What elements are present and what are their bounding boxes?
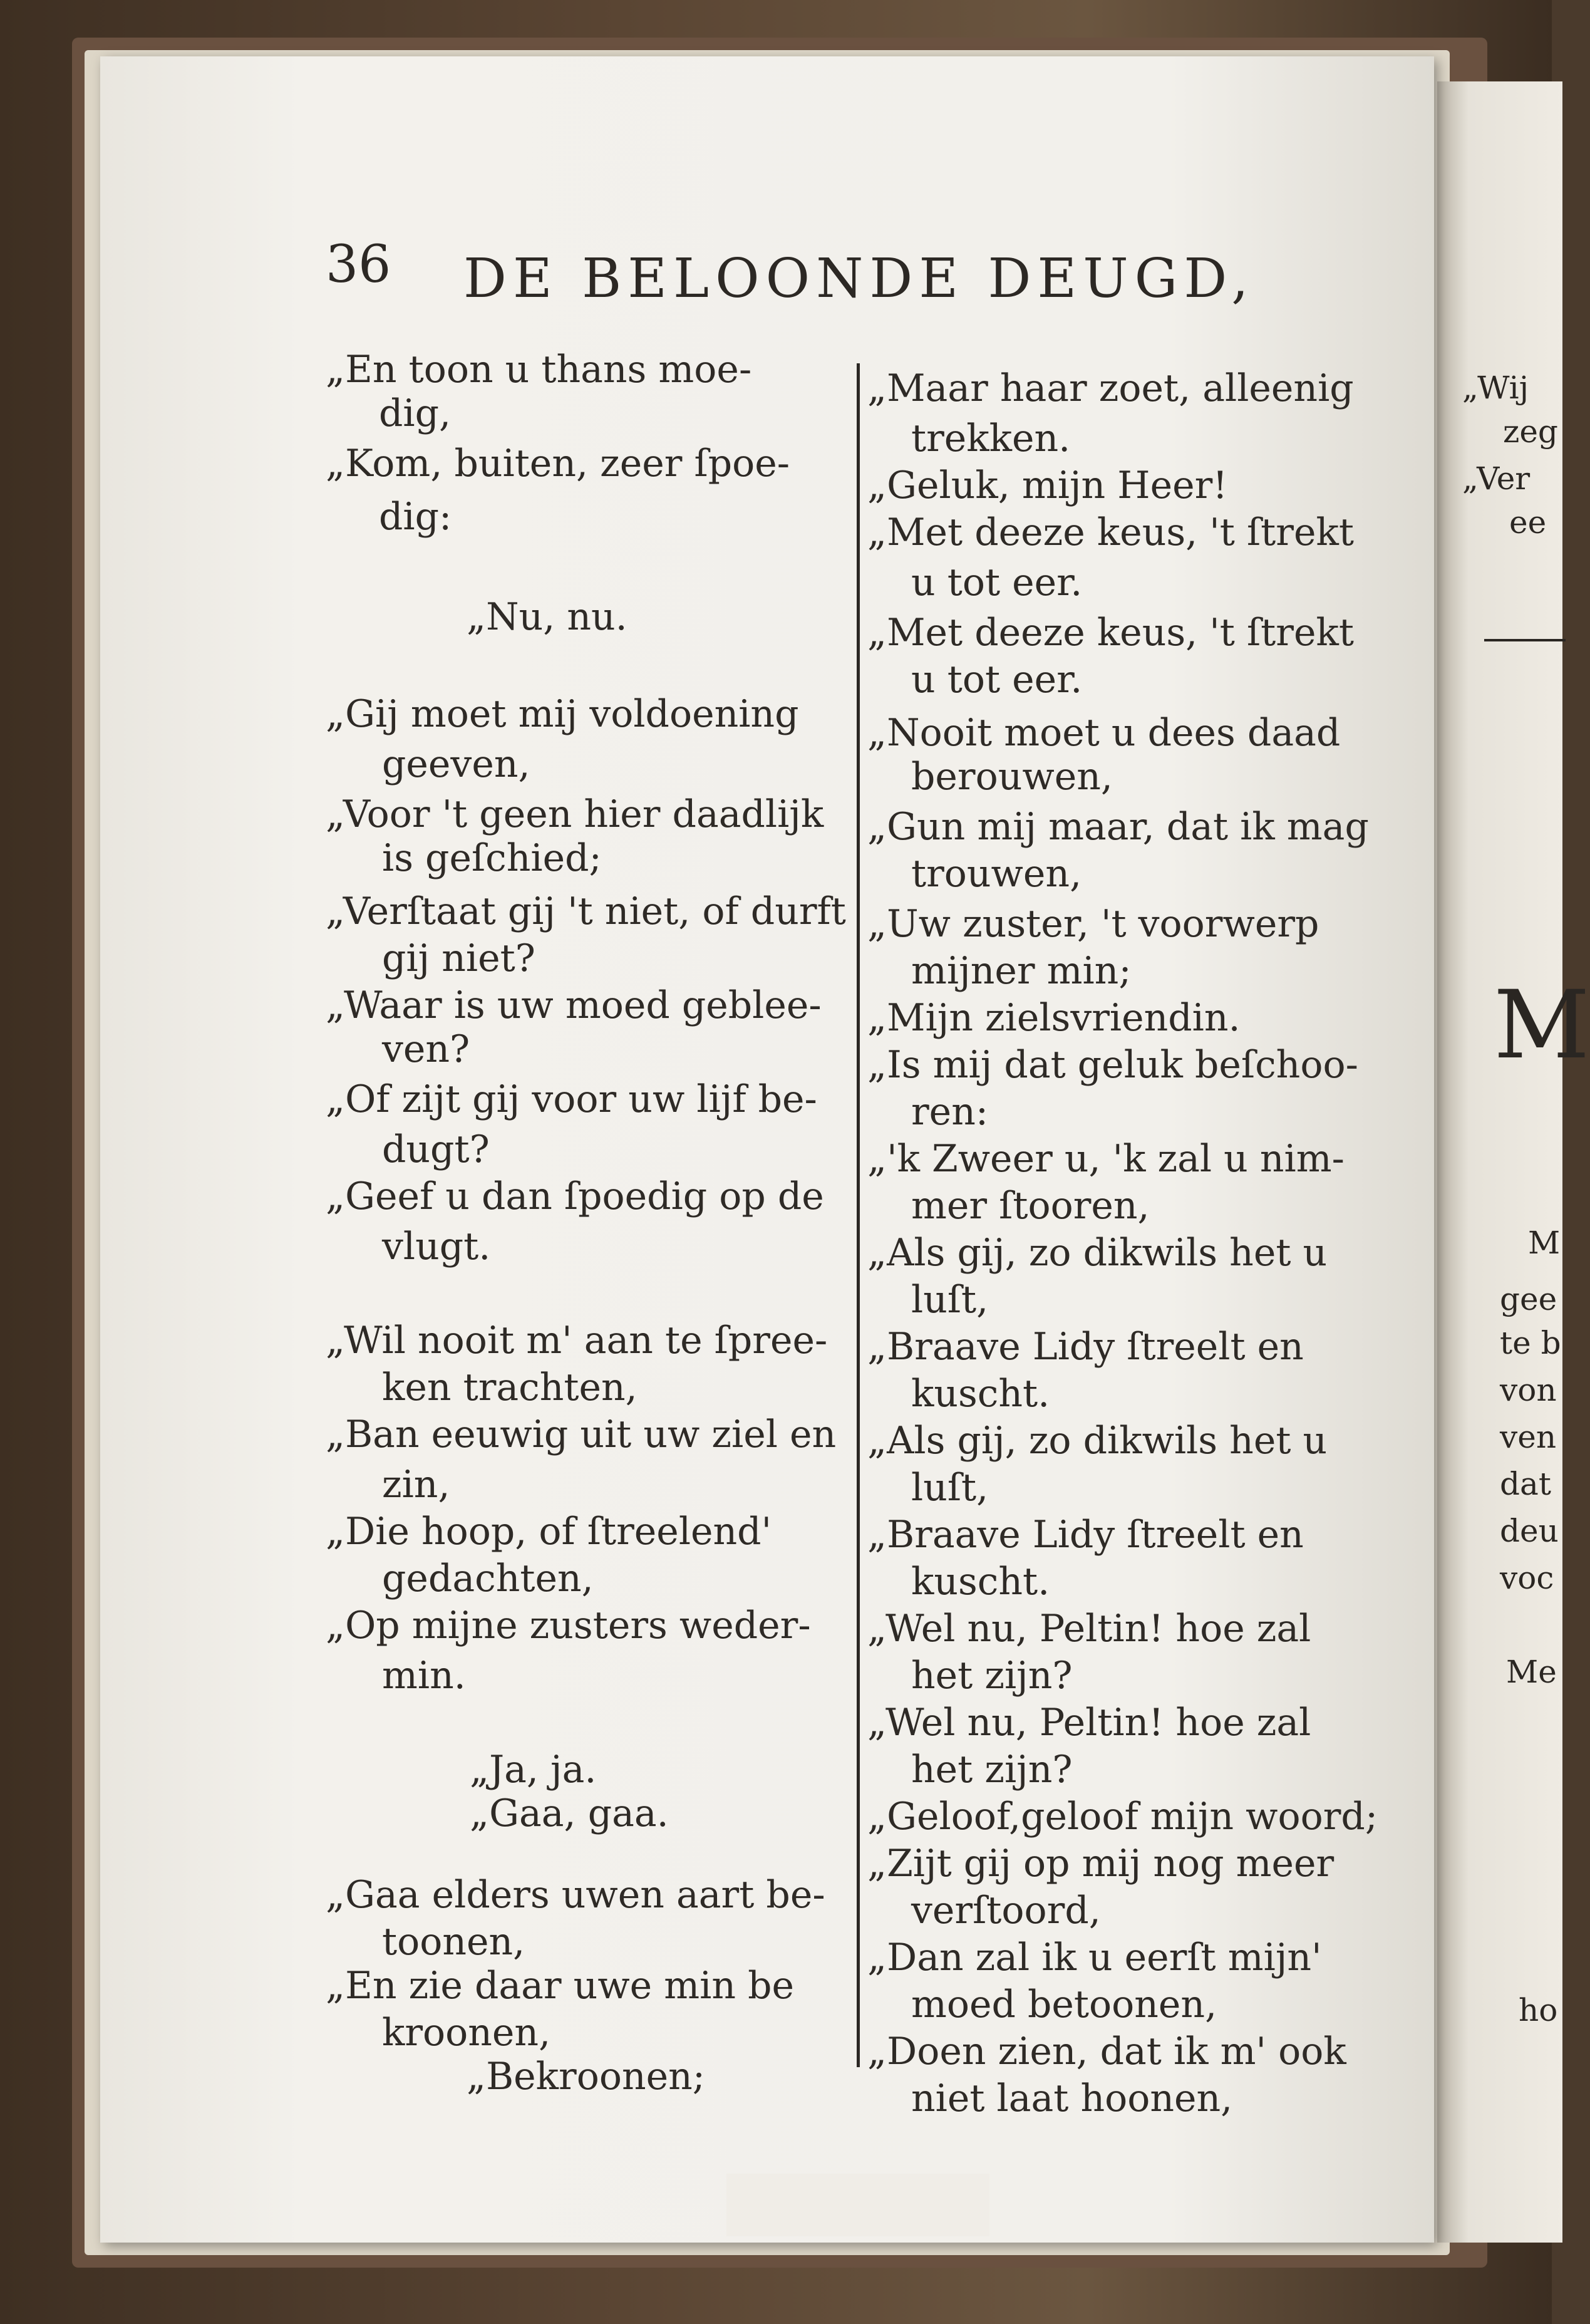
verse-line-left: „Voor 't geen hier daadlijk (326, 792, 824, 836)
verse-line-left: zin, (382, 1463, 450, 1507)
verse-line-left: „Die hoop, of ſtreelend' (326, 1510, 772, 1554)
facing-page-fragment: Me (1506, 1654, 1557, 1690)
verse-line-right: mer ſtooren, (911, 1184, 1150, 1228)
verse-line-left: toonen, (382, 1920, 525, 1964)
verse-line-right: trekken. (911, 417, 1071, 460)
verse-line-left: „Geef u dan ſpoedig op de (326, 1175, 824, 1218)
verse-line-right: ren: (911, 1090, 989, 1134)
verse-line-left: „Op mijne zusters weder- (326, 1604, 811, 1647)
verse-line-left: „En toon u thans moe- (326, 348, 752, 392)
verse-line-left: „Verſtaat gij 't niet, of durft (326, 890, 846, 933)
verse-line-right: „Doen zien, dat ik m' ook (867, 2030, 1346, 2073)
facing-page-fragment: gee (1500, 1281, 1557, 1317)
verse-line-right: „Als gij, zo dikwils het u (867, 1231, 1328, 1275)
verse-line-right: „Nooit moet u dees daad (867, 711, 1341, 755)
verse-line-left: „Ban eeuwig uit uw ziel en (326, 1413, 837, 1456)
verse-line-right: luſt, (911, 1466, 989, 1510)
facing-page-fragment: von (1500, 1372, 1557, 1408)
verse-line-right: het zijn? (911, 1748, 1073, 1792)
verse-line-left: dugt? (382, 1128, 490, 1171)
verse-line-left: „Gaa elders uwen aart be- (326, 1873, 825, 1917)
verse-line-left: „Gaa, gaa. (470, 1792, 669, 1835)
verse-line-right: trouwen, (911, 852, 1082, 896)
running-title: DE BELOONDE DEUGD, (463, 247, 1255, 310)
verse-line-left: dig: (379, 495, 452, 539)
verse-line-left: ken trachten, (382, 1366, 638, 1409)
verse-line-left: „Nu, nu. (467, 595, 627, 639)
verse-line-left: „Kom, buiten, zeer ſpoe- (326, 442, 790, 485)
facing-page-fragment: dat (1500, 1466, 1551, 1502)
verse-line-left: „En zie daar uwe min be (326, 1964, 794, 2008)
verse-line-right: moed betoonen, (911, 1983, 1217, 2026)
facing-page-fragment: te b (1500, 1325, 1561, 1361)
verse-line-right: niet laat hoonen, (911, 2077, 1233, 2120)
paper-tab (726, 2174, 989, 2236)
verse-line-left: gedachten, (382, 1557, 594, 1600)
verse-line-right: „Wel nu, Peltin! hoe zal (867, 1701, 1311, 1745)
verse-line-left: ven? (382, 1027, 470, 1071)
verse-line-left: is geſchied; (382, 836, 602, 880)
verse-line-right: „Dan zal ik u eerſt mijn' (867, 1936, 1322, 1979)
verse-line-right: „Braave Lidy ſtreelt en (867, 1513, 1304, 1557)
verse-line-right: „Mijn zielsvriendin. (867, 996, 1241, 1040)
verse-line-left: gij niet? (382, 936, 535, 980)
verse-line-left: kroonen, (382, 2011, 551, 2055)
verse-line-right: „Braave Lidy ſtreelt en (867, 1325, 1304, 1369)
verse-line-right: „Is mij dat geluk beſchoo- (867, 1043, 1358, 1087)
facing-page-fragment: ee (1509, 504, 1547, 541)
verse-line-right: „Met deeze keus, 't ſtrekt (867, 511, 1354, 554)
verse-line-right: „Gun mij maar, dat ik mag (867, 805, 1369, 849)
verse-line-left: vlugt. (382, 1225, 491, 1268)
verse-line-right: u tot eer. (911, 561, 1083, 604)
verse-line-left: „Wil nooit m' aan te ſpree- (326, 1319, 828, 1362)
facing-page-fragment: „Wij (1462, 370, 1529, 406)
verse-line-left: „Waar is uw moed geblee- (326, 983, 822, 1027)
verse-line-left: „Ja, ja. (470, 1748, 597, 1792)
verse-line-right: „Als gij, zo dikwils het u (867, 1419, 1328, 1463)
facing-page-fragment: „Ver (1462, 460, 1531, 497)
facing-page-fragment: zeg (1503, 413, 1558, 450)
verse-line-right: „Uw zuster, 't voorwerp (867, 902, 1319, 946)
facing-page-drop-letter: M (1494, 971, 1590, 1080)
verse-line-left: min. (382, 1654, 466, 1698)
verse-line-left: dig, (379, 392, 452, 435)
verse-line-right: „Wel nu, Peltin! hoe zal (867, 1607, 1311, 1651)
verse-line-right: kuscht. (911, 1560, 1050, 1604)
verse-line-right: „Zijt gij op mij nog meer (867, 1842, 1334, 1886)
verse-line-right: berouwen, (911, 755, 1113, 799)
verse-line-left: „Gij moet mij voldoening (326, 692, 799, 736)
verse-line-right: verſtoord, (911, 1889, 1101, 1932)
verse-line-right: kuscht. (911, 1372, 1050, 1416)
verse-line-right: „Maar haar zoet, alleenig (867, 366, 1354, 410)
facing-page-fragment: deu (1500, 1513, 1559, 1549)
facing-page-fragment: M (1528, 1225, 1561, 1261)
verse-line-right: luſt, (911, 1278, 989, 1322)
verse-line-right: „'k Zweer u, 'k zal u nim- (867, 1137, 1345, 1181)
verse-line-right: mijner min; (911, 949, 1132, 993)
page-number: 36 (326, 235, 391, 294)
facing-page-fragment: ho (1519, 1992, 1558, 2028)
verse-line-right: „Geloof,geloof mijn woord; (867, 1795, 1378, 1839)
verse-line-left: „Bekroonen; (467, 2055, 705, 2098)
facing-page-fragment: voc (1500, 1560, 1554, 1596)
verse-line-right: „Geluk, mijn Heer! (867, 464, 1228, 507)
verse-line-right: u tot eer. (911, 658, 1083, 702)
column-divider (857, 363, 860, 2067)
facing-page-fragment: ven (1500, 1419, 1557, 1455)
verse-line-left: „Of zijt gij voor uw lijf be- (326, 1077, 817, 1121)
facing-page-rule (1484, 639, 1566, 641)
verse-line-left: geeven, (382, 742, 530, 786)
verse-line-right: het zijn? (911, 1654, 1073, 1698)
verse-line-right: „Met deeze keus, 't ſtrekt (867, 611, 1354, 655)
